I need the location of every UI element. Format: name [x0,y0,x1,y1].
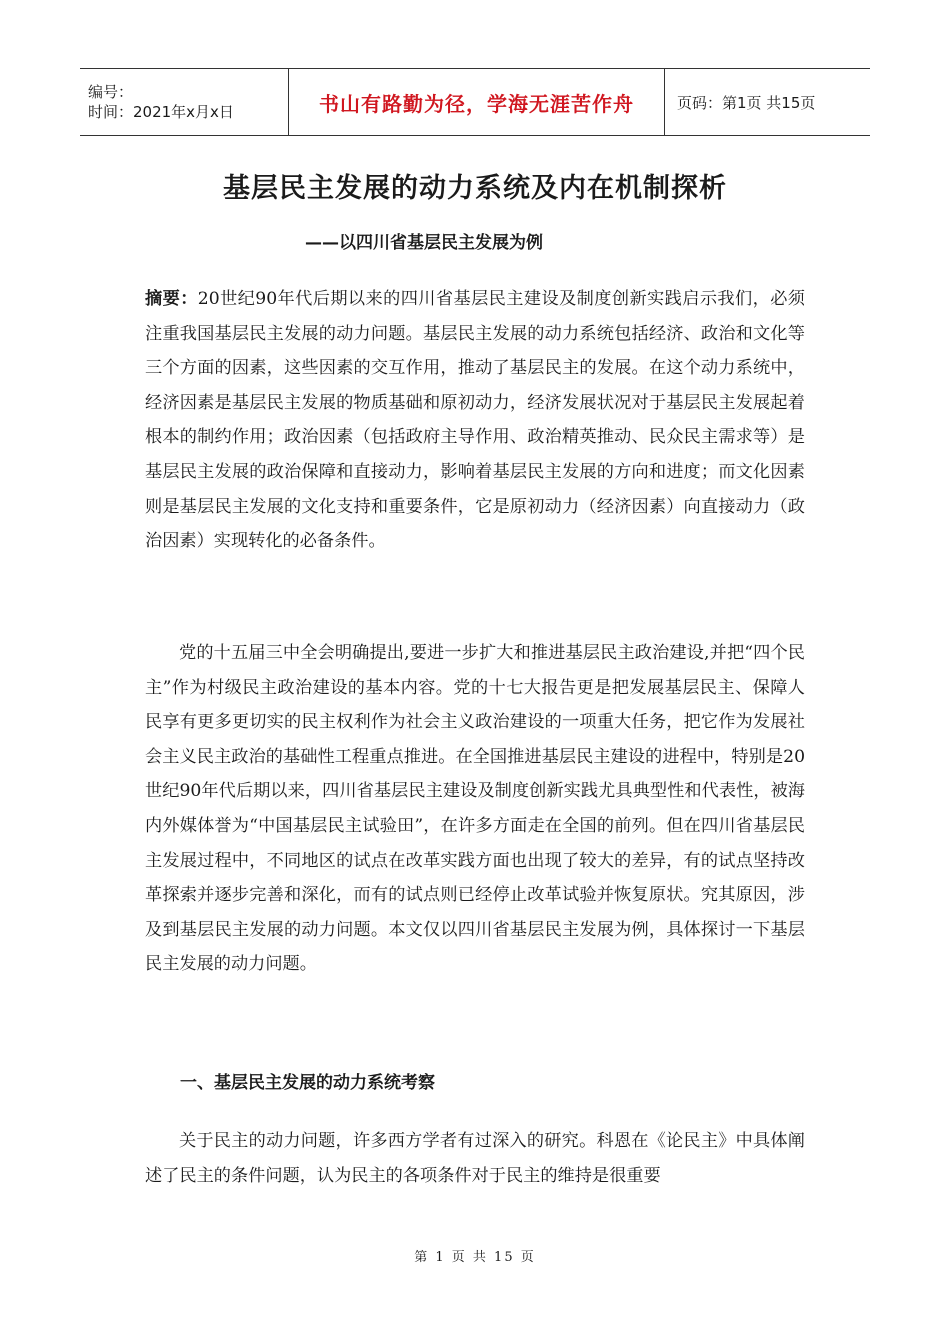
document-date: 时间：2021年x月x日 [88,103,234,121]
document-title: 基层民主发展的动力系统及内在机制探析 [223,173,727,204]
body-paragraph-1: 党的十五届三中全会明确提出,要进一步扩大和推进基层民主政治建设,并把“四个民主”作为村级民主政治建设的基本内容。党的十七大报告更是把发展基层民主、保障人民享有更多更切实的民主权利作为社会主义政治建设的一项重大任务，把它作为发展社会主义民主政治的基础性工程重点推进。在全国推进基层民主建设的进程中，特别是20世纪90年代后期以来，四川省基层民主建设及制度创新实践尤具典型性和代表性，被海内外媒体誉为“中国基层民主试验田”，在许多方面走在全国的前列。但在四川省基层民主发展过程中，不同地区的试点在改革实践方面也出现了较大的差异，有的试点坚持改革探索并逐步完善和深化，而有的试点则已经停止改革试验并恢复原状。究其原因，涉及到基层民主发展的动力问题。本文仅以四川省基层民主发展为例，具体探讨一下基层民主发展的动力问题。 [145,643,805,975]
header-page-info: 页码：第1页 共15页 [677,93,816,112]
header-meta [80,69,289,136]
abstract-paragraph [145,282,805,559]
header-motto: 书山有路勤为径，学海无涯苦作舟 [289,69,665,136]
body-paragraph-2: 关于民主的动力问题，许多西方学者有过深入的研究。科恩在《论民主》中具体阐述了民主的条件问题，认为民主的各项条件对于民主的维持是很重要 [145,1131,805,1186]
abstract-label: 摘要： [145,289,198,309]
document-number-label: 编号： [88,83,134,101]
page-footer: 第 1 页 共 15 页 [414,1250,536,1265]
document-header [80,68,870,136]
abstract-text: 20世纪90年代后期以来的四川省基层民主建设及制度创新实践启示我们，必须注重我国基层民主发展的动力问题。基层民主发展的动力系统包括经济、政治和文化等三个方面的因素，这些因素的交互作用，推动了基层民主的发展。在这个动力系统中，经济因素是基层民主发展的物质基础和原初动力，经济发展状况对于基层民主发展起着根本的制约作用；政治因素（包括政府主导作用、政治精英推动、民众民主需求等）是基层民主发展的政治保障和直接动力，影响着基层民主发展的方向和进度；而文化因素则是基层民主发展的文化支持和重要条件，它是原初动力（经济因素）向直接动力（政治因素）实现转化的必备条件。 [145,289,805,552]
document-subtitle: ——以四川省基层民主发展为例 [305,233,543,253]
section-heading-1: 一、基层民主发展的动力系统考察 [180,1073,435,1093]
